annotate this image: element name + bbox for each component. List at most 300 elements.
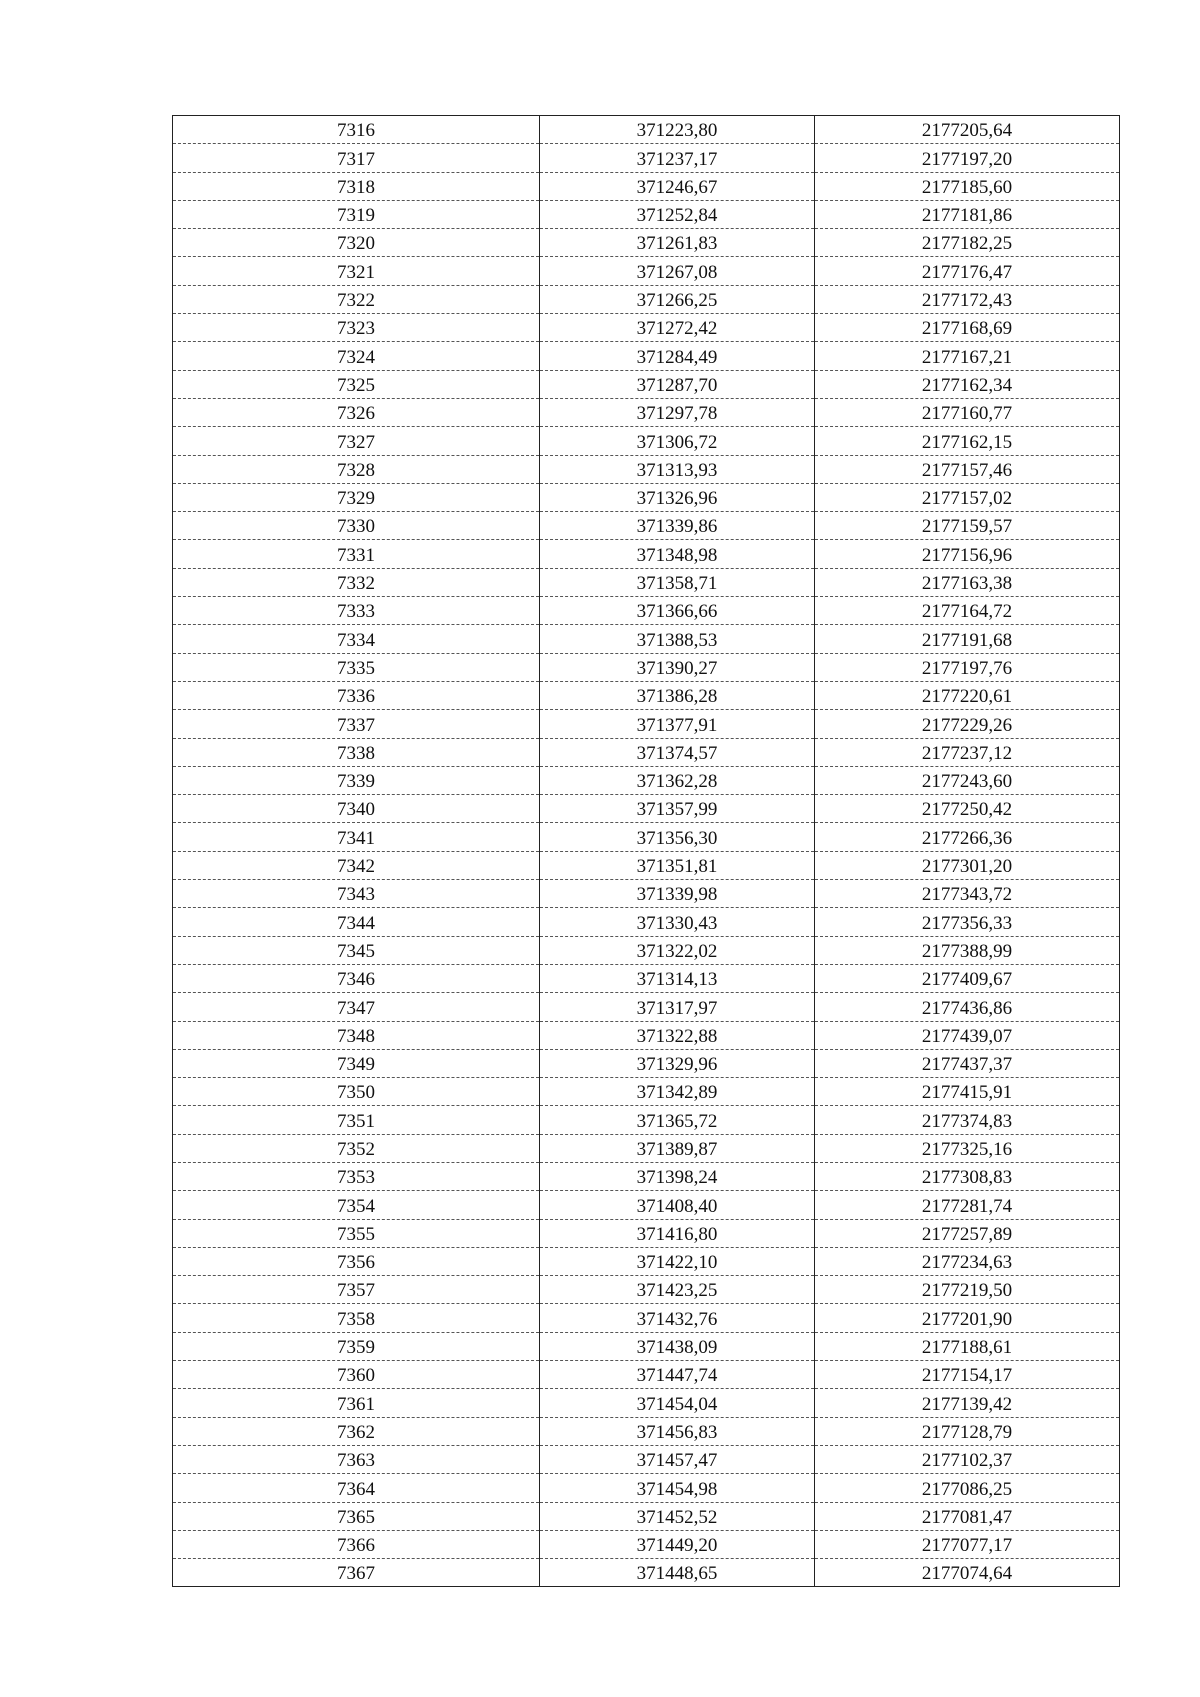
point-number-text: 7334 xyxy=(337,629,375,651)
x-coordinate-text: 371457,47 xyxy=(636,1450,718,1472)
point-number-cell xyxy=(173,738,540,766)
table-row xyxy=(173,398,1120,426)
table-row xyxy=(173,653,1120,681)
point-number-text: 7328 xyxy=(337,459,375,481)
x-coordinate-text: 371454,04 xyxy=(636,1393,718,1415)
point-number-cell xyxy=(173,1049,540,1077)
x-coordinate-cell xyxy=(540,1049,815,1077)
point-number-cell xyxy=(173,144,540,172)
y-coordinate-cell xyxy=(815,200,1120,228)
y-coordinate-cell xyxy=(815,766,1120,794)
table-row xyxy=(173,1474,1120,1502)
y-coordinate-cell xyxy=(815,681,1120,709)
y-coordinate-cell xyxy=(815,1559,1120,1587)
y-coordinate-text: 2177439,07 xyxy=(921,1025,1013,1047)
table-row xyxy=(173,1559,1120,1587)
point-number-text: 7356 xyxy=(337,1252,375,1274)
x-coordinate-text: 371377,91 xyxy=(636,714,718,736)
x-coordinate-cell xyxy=(540,738,815,766)
y-coordinate-cell xyxy=(815,398,1120,426)
x-coordinate-text: 371314,13 xyxy=(636,969,718,991)
y-coordinate-cell xyxy=(815,144,1120,172)
point-number-cell xyxy=(173,1417,540,1445)
point-number-text: 7335 xyxy=(337,657,375,679)
point-number-cell xyxy=(173,512,540,540)
point-number-text: 7338 xyxy=(337,742,375,764)
y-coordinate-text: 2177301,20 xyxy=(921,856,1013,878)
y-coordinate-text: 2177437,37 xyxy=(921,1054,1013,1076)
point-number-cell xyxy=(173,936,540,964)
table-row xyxy=(173,880,1120,908)
point-number-text: 7351 xyxy=(337,1110,375,1132)
x-coordinate-text: 371388,53 xyxy=(636,629,718,651)
y-coordinate-text: 2177388,99 xyxy=(921,940,1013,962)
y-coordinate-text: 2177154,17 xyxy=(921,1365,1013,1387)
point-number-cell xyxy=(173,1361,540,1389)
y-coordinate-cell xyxy=(815,908,1120,936)
y-coordinate-text: 2177191,68 xyxy=(921,629,1013,651)
point-number-text: 7322 xyxy=(337,290,375,312)
x-coordinate-text: 371438,09 xyxy=(636,1337,718,1359)
y-coordinate-cell xyxy=(815,597,1120,625)
x-coordinate-text: 371454,98 xyxy=(636,1478,718,1500)
x-coordinate-cell xyxy=(540,540,815,568)
y-coordinate-text: 2177197,20 xyxy=(921,148,1013,170)
x-coordinate-cell xyxy=(540,257,815,285)
table-row xyxy=(173,314,1120,342)
point-number-cell xyxy=(173,625,540,653)
y-coordinate-text: 2177162,15 xyxy=(921,431,1013,453)
y-coordinate-cell xyxy=(815,1106,1120,1134)
point-number-cell xyxy=(173,795,540,823)
x-coordinate-cell xyxy=(540,483,815,511)
point-number-text: 7320 xyxy=(337,233,375,255)
x-coordinate-text: 371408,40 xyxy=(636,1195,718,1217)
y-coordinate-cell xyxy=(815,1191,1120,1219)
table-row xyxy=(173,851,1120,879)
table-row xyxy=(173,681,1120,709)
point-number-text: 7345 xyxy=(337,940,375,962)
table-row xyxy=(173,964,1120,992)
x-coordinate-text: 371297,78 xyxy=(636,403,718,425)
point-number-text: 7354 xyxy=(337,1195,375,1217)
y-coordinate-cell xyxy=(815,653,1120,681)
y-coordinate-cell xyxy=(815,427,1120,455)
point-number-text: 7343 xyxy=(337,884,375,906)
x-coordinate-cell xyxy=(540,285,815,313)
table-row xyxy=(173,1445,1120,1473)
y-coordinate-cell xyxy=(815,257,1120,285)
x-coordinate-cell xyxy=(540,1078,815,1106)
y-coordinate-cell xyxy=(815,1332,1120,1360)
point-number-cell xyxy=(173,1219,540,1247)
point-number-text: 7336 xyxy=(337,686,375,708)
table-row xyxy=(173,257,1120,285)
y-coordinate-text: 2177219,50 xyxy=(921,1280,1013,1302)
point-number-text: 7362 xyxy=(337,1421,375,1443)
table-row xyxy=(173,1219,1120,1247)
x-coordinate-text: 371339,98 xyxy=(636,884,718,906)
x-coordinate-cell xyxy=(540,1361,815,1389)
y-coordinate-cell xyxy=(815,1474,1120,1502)
table-row xyxy=(173,1247,1120,1275)
point-number-text: 7326 xyxy=(337,403,375,425)
y-coordinate-text: 2177205,64 xyxy=(921,120,1013,142)
x-coordinate-text: 371356,30 xyxy=(636,827,718,849)
y-coordinate-text: 2177102,37 xyxy=(921,1450,1013,1472)
x-coordinate-cell xyxy=(540,766,815,794)
y-coordinate-text: 2177234,63 xyxy=(921,1252,1013,1274)
point-number-cell xyxy=(173,370,540,398)
coordinates-table xyxy=(172,115,1120,1587)
y-coordinate-cell xyxy=(815,738,1120,766)
x-coordinate-cell xyxy=(540,370,815,398)
table-row xyxy=(173,1021,1120,1049)
x-coordinate-text: 371306,72 xyxy=(636,431,718,453)
x-coordinate-text: 371237,17 xyxy=(636,148,718,170)
y-coordinate-text: 2177266,36 xyxy=(921,827,1013,849)
point-number-cell xyxy=(173,200,540,228)
table-row xyxy=(173,483,1120,511)
x-coordinate-cell xyxy=(540,1106,815,1134)
point-number-text: 7319 xyxy=(337,205,375,227)
x-coordinate-cell xyxy=(540,964,815,992)
y-coordinate-cell xyxy=(815,1304,1120,1332)
x-coordinate-text: 371398,24 xyxy=(636,1167,718,1189)
y-coordinate-cell xyxy=(815,116,1120,144)
x-coordinate-text: 371357,99 xyxy=(636,799,718,821)
x-coordinate-cell xyxy=(540,936,815,964)
y-coordinate-text: 2177077,17 xyxy=(921,1535,1013,1557)
point-number-text: 7333 xyxy=(337,601,375,623)
y-coordinate-text: 2177160,77 xyxy=(921,403,1013,425)
y-coordinate-cell xyxy=(815,1361,1120,1389)
x-coordinate-text: 371261,83 xyxy=(636,233,718,255)
x-coordinate-text: 371284,49 xyxy=(636,346,718,368)
x-coordinate-cell xyxy=(540,993,815,1021)
x-coordinate-text: 371422,10 xyxy=(636,1252,718,1274)
y-coordinate-text: 2177128,79 xyxy=(921,1421,1013,1443)
y-coordinate-cell xyxy=(815,993,1120,1021)
y-coordinate-text: 2177356,33 xyxy=(921,912,1013,934)
point-number-text: 7344 xyxy=(337,912,375,934)
point-number-text: 7330 xyxy=(337,516,375,538)
point-number-cell xyxy=(173,681,540,709)
point-number-cell xyxy=(173,483,540,511)
y-coordinate-cell xyxy=(815,172,1120,200)
y-coordinate-text: 2177182,25 xyxy=(921,233,1013,255)
table-row xyxy=(173,1417,1120,1445)
table-row xyxy=(173,1049,1120,1077)
x-coordinate-text: 371423,25 xyxy=(636,1280,718,1302)
x-coordinate-text: 371358,71 xyxy=(636,573,718,595)
point-number-cell xyxy=(173,568,540,596)
y-coordinate-cell xyxy=(815,1078,1120,1106)
point-number-text: 7357 xyxy=(337,1280,375,1302)
y-coordinate-cell xyxy=(815,285,1120,313)
point-number-text: 7352 xyxy=(337,1138,375,1160)
y-coordinate-cell xyxy=(815,1445,1120,1473)
x-coordinate-text: 371252,84 xyxy=(636,205,718,227)
x-coordinate-text: 371329,96 xyxy=(636,1054,718,1076)
table-row xyxy=(173,229,1120,257)
x-coordinate-text: 371317,97 xyxy=(636,997,718,1019)
y-coordinate-cell xyxy=(815,880,1120,908)
point-number-cell xyxy=(173,1530,540,1558)
point-number-cell xyxy=(173,342,540,370)
point-number-cell xyxy=(173,908,540,936)
y-coordinate-cell xyxy=(815,964,1120,992)
x-coordinate-cell xyxy=(540,200,815,228)
y-coordinate-text: 2177172,43 xyxy=(921,290,1013,312)
y-coordinate-cell xyxy=(815,370,1120,398)
table-row xyxy=(173,710,1120,738)
x-coordinate-text: 371447,74 xyxy=(636,1365,718,1387)
y-coordinate-text: 2177229,26 xyxy=(921,714,1013,736)
point-number-cell xyxy=(173,1332,540,1360)
point-number-text: 7329 xyxy=(337,488,375,510)
x-coordinate-cell xyxy=(540,144,815,172)
table-row xyxy=(173,823,1120,851)
point-number-text: 7359 xyxy=(337,1337,375,1359)
point-number-cell xyxy=(173,398,540,426)
table-row xyxy=(173,1276,1120,1304)
point-number-text: 7350 xyxy=(337,1082,375,1104)
x-coordinate-cell xyxy=(540,908,815,936)
x-coordinate-text: 371365,72 xyxy=(636,1110,718,1132)
x-coordinate-cell xyxy=(540,1219,815,1247)
point-number-text: 7318 xyxy=(337,176,375,198)
point-number-cell xyxy=(173,455,540,483)
y-coordinate-cell xyxy=(815,1502,1120,1530)
y-coordinate-text: 2177201,90 xyxy=(921,1308,1013,1330)
x-coordinate-text: 371366,66 xyxy=(636,601,718,623)
y-coordinate-text: 2177157,02 xyxy=(921,488,1013,510)
x-coordinate-text: 371351,81 xyxy=(636,856,718,878)
point-number-text: 7355 xyxy=(337,1223,375,1245)
table-row xyxy=(173,1162,1120,1190)
y-coordinate-text: 2177188,61 xyxy=(921,1337,1013,1359)
y-coordinate-text: 2177181,86 xyxy=(921,205,1013,227)
point-number-text: 7353 xyxy=(337,1167,375,1189)
y-coordinate-text: 2177081,47 xyxy=(921,1506,1013,1528)
point-number-cell xyxy=(173,1474,540,1502)
x-coordinate-text: 371287,70 xyxy=(636,374,718,396)
x-coordinate-text: 371272,42 xyxy=(636,318,718,340)
table-row xyxy=(173,455,1120,483)
y-coordinate-text: 2177086,25 xyxy=(921,1478,1013,1500)
table-row xyxy=(173,540,1120,568)
y-coordinate-text: 2177374,83 xyxy=(921,1110,1013,1132)
x-coordinate-cell xyxy=(540,314,815,342)
y-coordinate-cell xyxy=(815,512,1120,540)
y-coordinate-text: 2177281,74 xyxy=(921,1195,1013,1217)
point-number-cell xyxy=(173,653,540,681)
x-coordinate-text: 371330,43 xyxy=(636,912,718,934)
x-coordinate-cell xyxy=(540,1445,815,1473)
y-coordinate-text: 2177308,83 xyxy=(921,1167,1013,1189)
y-coordinate-cell xyxy=(815,625,1120,653)
table-row xyxy=(173,1389,1120,1417)
x-coordinate-cell xyxy=(540,823,815,851)
point-number-text: 7363 xyxy=(337,1450,375,1472)
table-row xyxy=(173,512,1120,540)
point-number-text: 7367 xyxy=(337,1563,375,1585)
x-coordinate-text: 371348,98 xyxy=(636,544,718,566)
y-coordinate-text: 2177243,60 xyxy=(921,771,1013,793)
point-number-cell xyxy=(173,1247,540,1275)
table-row xyxy=(173,1106,1120,1134)
point-number-cell xyxy=(173,1134,540,1162)
point-number-cell xyxy=(173,257,540,285)
point-number-text: 7327 xyxy=(337,431,375,453)
y-coordinate-text: 2177156,96 xyxy=(921,544,1013,566)
point-number-cell xyxy=(173,1304,540,1332)
y-coordinate-cell xyxy=(815,823,1120,851)
point-number-text: 7317 xyxy=(337,148,375,170)
table-row xyxy=(173,342,1120,370)
point-number-text: 7342 xyxy=(337,856,375,878)
table-row xyxy=(173,1502,1120,1530)
table-row xyxy=(173,1361,1120,1389)
point-number-text: 7346 xyxy=(337,969,375,991)
x-coordinate-cell xyxy=(540,1332,815,1360)
x-coordinate-text: 371416,80 xyxy=(636,1223,718,1245)
x-coordinate-cell xyxy=(540,653,815,681)
point-number-text: 7365 xyxy=(337,1506,375,1528)
y-coordinate-cell xyxy=(815,1162,1120,1190)
table-row xyxy=(173,1134,1120,1162)
y-coordinate-cell xyxy=(815,851,1120,879)
x-coordinate-cell xyxy=(540,1502,815,1530)
x-coordinate-text: 371448,65 xyxy=(636,1563,718,1585)
x-coordinate-text: 371362,28 xyxy=(636,771,718,793)
point-number-text: 7321 xyxy=(337,261,375,283)
table-row xyxy=(173,427,1120,455)
x-coordinate-text: 371456,83 xyxy=(636,1421,718,1443)
x-coordinate-text: 371246,67 xyxy=(636,176,718,198)
point-number-text: 7349 xyxy=(337,1054,375,1076)
x-coordinate-cell xyxy=(540,597,815,625)
point-number-text: 7337 xyxy=(337,714,375,736)
table-row xyxy=(173,370,1120,398)
x-coordinate-cell xyxy=(540,1191,815,1219)
x-coordinate-cell xyxy=(540,1530,815,1558)
point-number-cell xyxy=(173,1559,540,1587)
x-coordinate-cell xyxy=(540,1389,815,1417)
y-coordinate-cell xyxy=(815,229,1120,257)
x-coordinate-text: 371313,93 xyxy=(636,459,718,481)
x-coordinate-cell xyxy=(540,1304,815,1332)
point-number-text: 7341 xyxy=(337,827,375,849)
point-number-cell xyxy=(173,1106,540,1134)
point-number-cell xyxy=(173,993,540,1021)
y-coordinate-text: 2177237,12 xyxy=(921,742,1013,764)
x-coordinate-cell xyxy=(540,398,815,426)
y-coordinate-text: 2177164,72 xyxy=(921,601,1013,623)
table-row xyxy=(173,908,1120,936)
point-number-text: 7347 xyxy=(337,997,375,1019)
table-row xyxy=(173,1530,1120,1558)
x-coordinate-text: 371386,28 xyxy=(636,686,718,708)
y-coordinate-cell xyxy=(815,1389,1120,1417)
x-coordinate-cell xyxy=(540,1162,815,1190)
table-row xyxy=(173,285,1120,313)
point-number-text: 7325 xyxy=(337,374,375,396)
point-number-cell xyxy=(173,766,540,794)
point-number-text: 7323 xyxy=(337,318,375,340)
x-coordinate-cell xyxy=(540,681,815,709)
point-number-cell xyxy=(173,427,540,455)
y-coordinate-text: 2177415,91 xyxy=(921,1082,1013,1104)
table-row xyxy=(173,766,1120,794)
point-number-cell xyxy=(173,540,540,568)
point-number-text: 7366 xyxy=(337,1535,375,1557)
point-number-cell xyxy=(173,314,540,342)
y-coordinate-text: 2177159,57 xyxy=(921,516,1013,538)
y-coordinate-cell xyxy=(815,1134,1120,1162)
x-coordinate-cell xyxy=(540,455,815,483)
y-coordinate-text: 2177185,60 xyxy=(921,176,1013,198)
table-row xyxy=(173,1304,1120,1332)
y-coordinate-text: 2177167,21 xyxy=(921,346,1013,368)
y-coordinate-text: 2177409,67 xyxy=(921,969,1013,991)
table-row xyxy=(173,625,1120,653)
table-row xyxy=(173,144,1120,172)
y-coordinate-text: 2177074,64 xyxy=(921,1563,1013,1585)
point-number-cell xyxy=(173,964,540,992)
y-coordinate-cell xyxy=(815,1049,1120,1077)
y-coordinate-cell xyxy=(815,1530,1120,1558)
table-row xyxy=(173,116,1120,144)
x-coordinate-text: 371326,96 xyxy=(636,488,718,510)
x-coordinate-cell xyxy=(540,229,815,257)
point-number-cell xyxy=(173,229,540,257)
y-coordinate-cell xyxy=(815,483,1120,511)
y-coordinate-text: 2177325,16 xyxy=(921,1138,1013,1160)
x-coordinate-cell xyxy=(540,1247,815,1275)
y-coordinate-cell xyxy=(815,936,1120,964)
table-row xyxy=(173,1191,1120,1219)
y-coordinate-cell xyxy=(815,314,1120,342)
x-coordinate-cell xyxy=(540,880,815,908)
point-number-cell xyxy=(173,823,540,851)
y-coordinate-text: 2177162,34 xyxy=(921,374,1013,396)
point-number-cell xyxy=(173,710,540,738)
x-coordinate-cell xyxy=(540,851,815,879)
y-coordinate-cell xyxy=(815,568,1120,596)
point-number-text: 7332 xyxy=(337,573,375,595)
point-number-text: 7324 xyxy=(337,346,375,368)
x-coordinate-cell xyxy=(540,1417,815,1445)
x-coordinate-text: 371342,89 xyxy=(636,1082,718,1104)
y-coordinate-cell xyxy=(815,1417,1120,1445)
table-row xyxy=(173,738,1120,766)
x-coordinate-text: 371374,57 xyxy=(636,742,718,764)
x-coordinate-text: 371223,80 xyxy=(636,120,718,142)
point-number-text: 7361 xyxy=(337,1393,375,1415)
point-number-text: 7364 xyxy=(337,1478,375,1500)
point-number-cell xyxy=(173,851,540,879)
point-number-text: 7348 xyxy=(337,1025,375,1047)
point-number-cell xyxy=(173,285,540,313)
table-row xyxy=(173,172,1120,200)
x-coordinate-text: 371267,08 xyxy=(636,261,718,283)
y-coordinate-text: 2177197,76 xyxy=(921,657,1013,679)
point-number-cell xyxy=(173,1502,540,1530)
x-coordinate-text: 371322,02 xyxy=(636,940,718,962)
y-coordinate-text: 2177250,42 xyxy=(921,799,1013,821)
